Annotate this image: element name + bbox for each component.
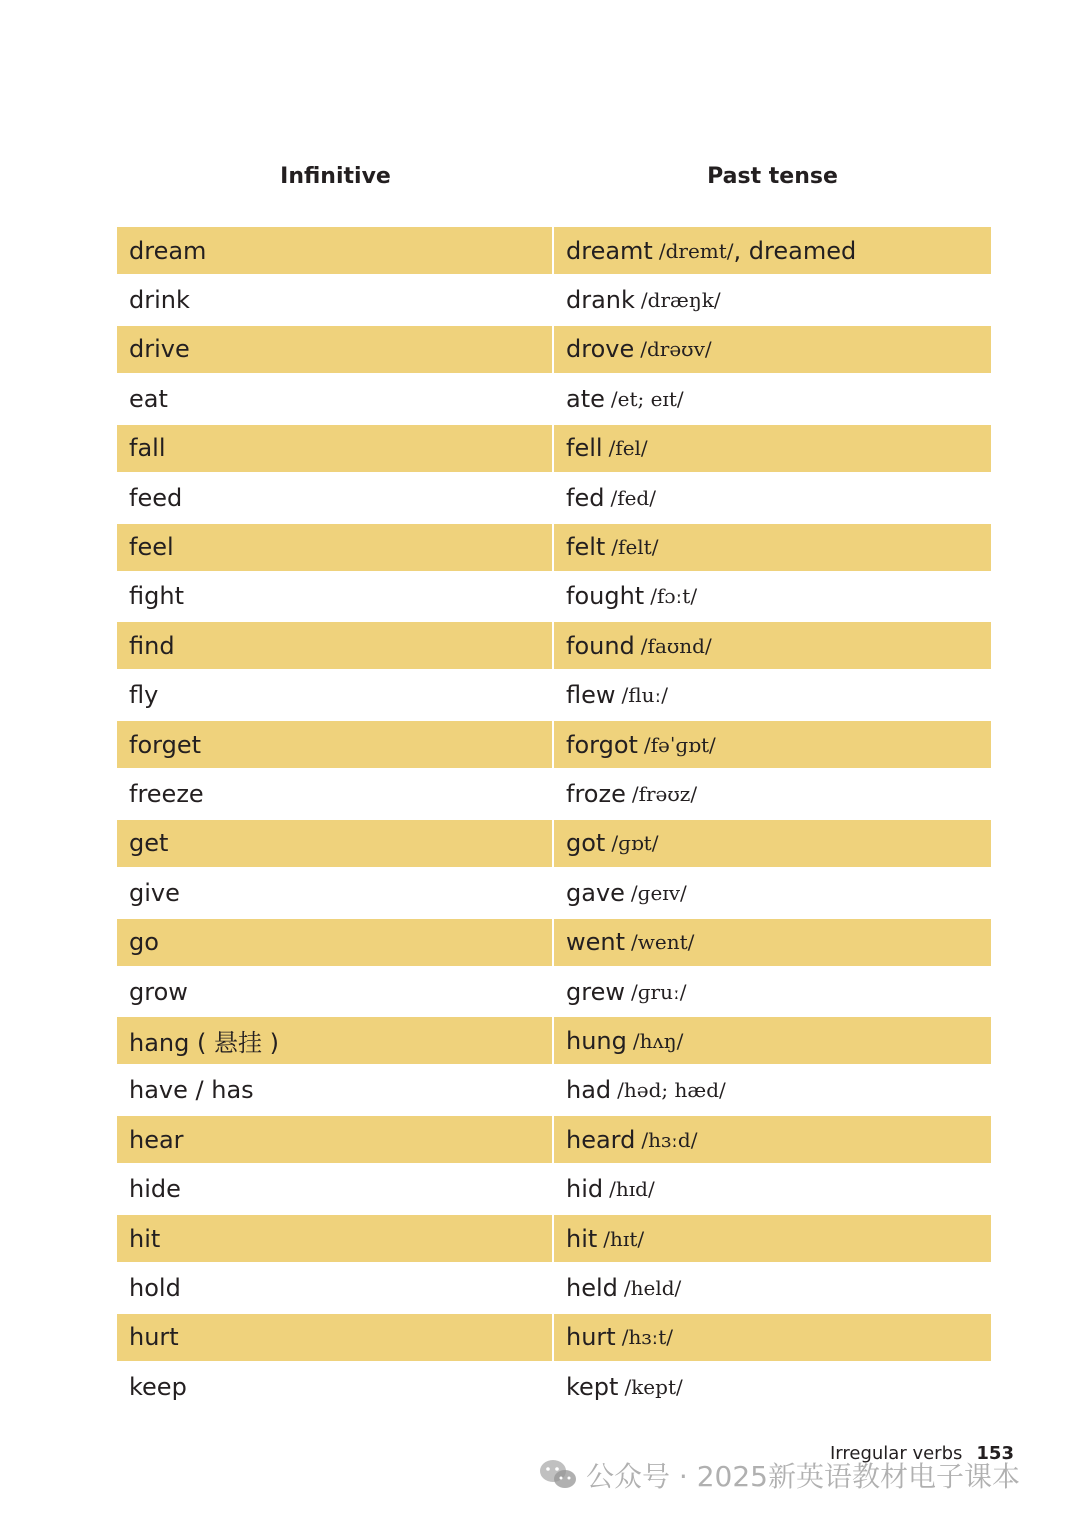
watermark xyxy=(538,1455,1020,1495)
table-row xyxy=(117,621,991,670)
table-row xyxy=(117,1362,991,1411)
table-header xyxy=(117,160,991,194)
past-tense-cell xyxy=(554,770,991,817)
infinitive-cell xyxy=(117,474,552,521)
infinitive-word: hit xyxy=(129,1224,161,1253)
past-tense-cell xyxy=(554,869,991,916)
infinitive-word: drink xyxy=(129,286,190,315)
infinitive-cell xyxy=(117,919,552,966)
table-row xyxy=(117,1214,991,1263)
past-tense-cell xyxy=(554,1314,991,1361)
table-row xyxy=(117,1164,991,1213)
infinitive-header: Infinitive xyxy=(280,164,391,189)
table-row xyxy=(117,424,991,473)
past-tense-word: fought xyxy=(566,582,645,611)
past-tense-word: held xyxy=(566,1273,618,1302)
past-tense-word: grew xyxy=(566,977,625,1006)
table-row xyxy=(117,671,991,720)
past-tense-cell xyxy=(554,474,991,521)
past-tense-word: fed xyxy=(566,483,605,512)
phonetic-transcription: /dræŋk/ xyxy=(640,288,721,313)
past-tense-cell xyxy=(554,326,991,373)
table-row xyxy=(117,769,991,818)
past-tense-cell xyxy=(554,573,991,620)
infinitive-cell xyxy=(117,524,552,571)
table-row xyxy=(117,1115,991,1164)
past-tense-cell xyxy=(554,1215,991,1262)
infinitive-word: fall xyxy=(129,434,166,463)
past-tense-word: heard xyxy=(566,1125,636,1154)
infinitive-word: hide xyxy=(129,1175,181,1204)
infinitive-cell xyxy=(117,277,552,324)
infinitive-cell xyxy=(117,1215,552,1262)
past-tense-word: went xyxy=(566,928,626,957)
table-row xyxy=(117,819,991,868)
table-row xyxy=(117,572,991,621)
infinitive-cell xyxy=(117,1363,552,1410)
phonetic-transcription: /hɜːt/ xyxy=(621,1325,674,1350)
table-row xyxy=(117,917,991,966)
phonetic-transcription: /et; eɪt/ xyxy=(610,386,684,411)
page-number: 153 xyxy=(976,1443,1014,1464)
infinitive-cell xyxy=(117,1166,552,1213)
infinitive-cell xyxy=(117,326,552,373)
phonetic-transcription: /dremt/ xyxy=(658,238,734,263)
past-tense-cell xyxy=(554,524,991,571)
phonetic-transcription: /fəˈɡɒt/ xyxy=(643,732,716,757)
table-row xyxy=(117,868,991,917)
past-tense-word: drove xyxy=(566,335,635,364)
phonetic-transcription: /frəʊz/ xyxy=(631,781,698,806)
watermark-text: 公众号 · 2025新英语教材电子课本 xyxy=(586,1460,1020,1493)
past-tense-word: hurt xyxy=(566,1323,616,1352)
past-tense-word: hid xyxy=(566,1175,604,1204)
infinitive-word: find xyxy=(129,631,175,660)
infinitive-cell xyxy=(117,573,552,620)
infinitive-cell xyxy=(117,1017,552,1064)
phonetic-transcription: /kept/ xyxy=(624,1374,683,1399)
table-row xyxy=(117,374,991,423)
table-row xyxy=(117,1066,991,1115)
table-row xyxy=(117,275,991,324)
phonetic-transcription: /held/ xyxy=(623,1275,682,1300)
infinitive-word: hurt xyxy=(129,1323,179,1352)
past-tense-word: gave xyxy=(566,878,625,907)
past-tense-cell xyxy=(554,622,991,669)
infinitive-word: fight xyxy=(129,582,184,611)
infinitive-cell xyxy=(117,1116,552,1163)
infinitive-cell xyxy=(117,227,552,274)
phonetic-transcription: /hɜːd/ xyxy=(641,1127,698,1152)
phonetic-transcription: /faʊnd/ xyxy=(640,633,712,658)
section-title: Irregular verbs xyxy=(830,1443,963,1464)
infinitive-word: fly xyxy=(129,681,159,710)
table-row xyxy=(117,1263,991,1312)
infinitive-word: feed xyxy=(129,483,183,512)
past-tense-cell xyxy=(554,425,991,472)
past-tense-word: flew xyxy=(566,681,616,710)
infinitive-word: go xyxy=(129,928,159,957)
phonetic-transcription: /hɪd/ xyxy=(609,1177,655,1202)
infinitive-cell xyxy=(117,425,552,472)
infinitive-word: grow xyxy=(129,977,188,1006)
past-tense-word: hit xyxy=(566,1224,598,1253)
past-tense-cell xyxy=(554,1116,991,1163)
infinitive-word: hold xyxy=(129,1273,181,1302)
past-tense-cell xyxy=(554,721,991,768)
past-tense-word: hung xyxy=(566,1026,627,1055)
past-tense-word: kept xyxy=(566,1372,619,1401)
past-tense-header: Past tense xyxy=(707,164,838,189)
wechat-icon xyxy=(538,1458,578,1492)
infinitive-word: hang ( 悬挂 ) xyxy=(129,1029,279,1058)
past-tense-cell xyxy=(554,1264,991,1311)
past-tense-cell xyxy=(554,1067,991,1114)
infinitive-cell xyxy=(117,672,552,719)
past-tense-word: had xyxy=(566,1076,612,1105)
phonetic-transcription: /ɡɒt/ xyxy=(611,831,659,856)
infinitive-cell xyxy=(117,770,552,817)
table-row xyxy=(117,325,991,374)
past-tense-cell xyxy=(554,672,991,719)
infinitive-cell xyxy=(117,869,552,916)
table-row xyxy=(117,522,991,571)
phonetic-transcription: /drəʊv/ xyxy=(640,337,712,362)
table-row xyxy=(117,720,991,769)
infinitive-cell xyxy=(117,622,552,669)
past-tense-cell xyxy=(554,277,991,324)
infinitive-cell xyxy=(117,968,552,1015)
phonetic-transcription: /fɔːt/ xyxy=(650,584,698,609)
past-tense-word: felt xyxy=(566,533,606,562)
past-tense-word: drank xyxy=(566,286,635,315)
infinitive-word: drive xyxy=(129,335,190,364)
phonetic-transcription: /fluː/ xyxy=(621,683,668,708)
past-tense-word: froze xyxy=(566,779,626,808)
phonetic-transcription: /went/ xyxy=(631,930,695,955)
infinitive-word: hear xyxy=(129,1125,184,1154)
past-tense-word: got xyxy=(566,829,606,858)
phonetic-transcription: /fed/ xyxy=(610,485,656,510)
table-row xyxy=(117,1313,991,1362)
infinitive-word: forget xyxy=(129,730,201,759)
past-tense-word: forgot xyxy=(566,730,638,759)
past-tense-cell xyxy=(554,820,991,867)
phonetic-transcription: /fel/ xyxy=(608,436,648,461)
phonetic-transcription: /ɡeɪv/ xyxy=(630,880,687,905)
infinitive-cell xyxy=(117,1314,552,1361)
table-row xyxy=(117,473,991,522)
past-tense-word: found xyxy=(566,631,635,660)
alternate-past-form: , dreamed xyxy=(733,236,857,265)
infinitive-word: freeze xyxy=(129,779,204,808)
table-row xyxy=(117,1016,991,1065)
past-tense-word: dreamt xyxy=(566,236,653,265)
infinitive-word: keep xyxy=(129,1372,187,1401)
infinitive-cell xyxy=(117,721,552,768)
past-tense-cell xyxy=(554,1363,991,1410)
phonetic-transcription: /ɡruː/ xyxy=(630,979,687,1004)
infinitive-cell xyxy=(117,820,552,867)
infinitive-word: dream xyxy=(129,236,207,265)
past-tense-cell xyxy=(554,1017,991,1064)
past-tense-word: ate xyxy=(566,384,605,413)
infinitive-word: give xyxy=(129,878,180,907)
table-row xyxy=(117,226,991,275)
table-row xyxy=(117,967,991,1016)
past-tense-cell xyxy=(554,1166,991,1213)
past-tense-word: fell xyxy=(566,434,603,463)
infinitive-word: get xyxy=(129,829,169,858)
infinitive-word: feel xyxy=(129,533,174,562)
irregular-verbs-table xyxy=(117,226,991,1411)
phonetic-transcription: /hɪt/ xyxy=(603,1226,645,1251)
past-tense-cell xyxy=(554,375,991,422)
phonetic-transcription: /hʌŋ/ xyxy=(632,1028,684,1053)
infinitive-cell xyxy=(117,1264,552,1311)
phonetic-transcription: /həd; hæd/ xyxy=(617,1078,726,1103)
infinitive-cell xyxy=(117,1067,552,1114)
infinitive-word: eat xyxy=(129,384,168,413)
past-tense-cell xyxy=(554,968,991,1015)
past-tense-cell xyxy=(554,227,991,274)
infinitive-cell xyxy=(117,375,552,422)
phonetic-transcription: /felt/ xyxy=(611,535,659,560)
infinitive-word: have / has xyxy=(129,1076,254,1105)
past-tense-cell xyxy=(554,919,991,966)
